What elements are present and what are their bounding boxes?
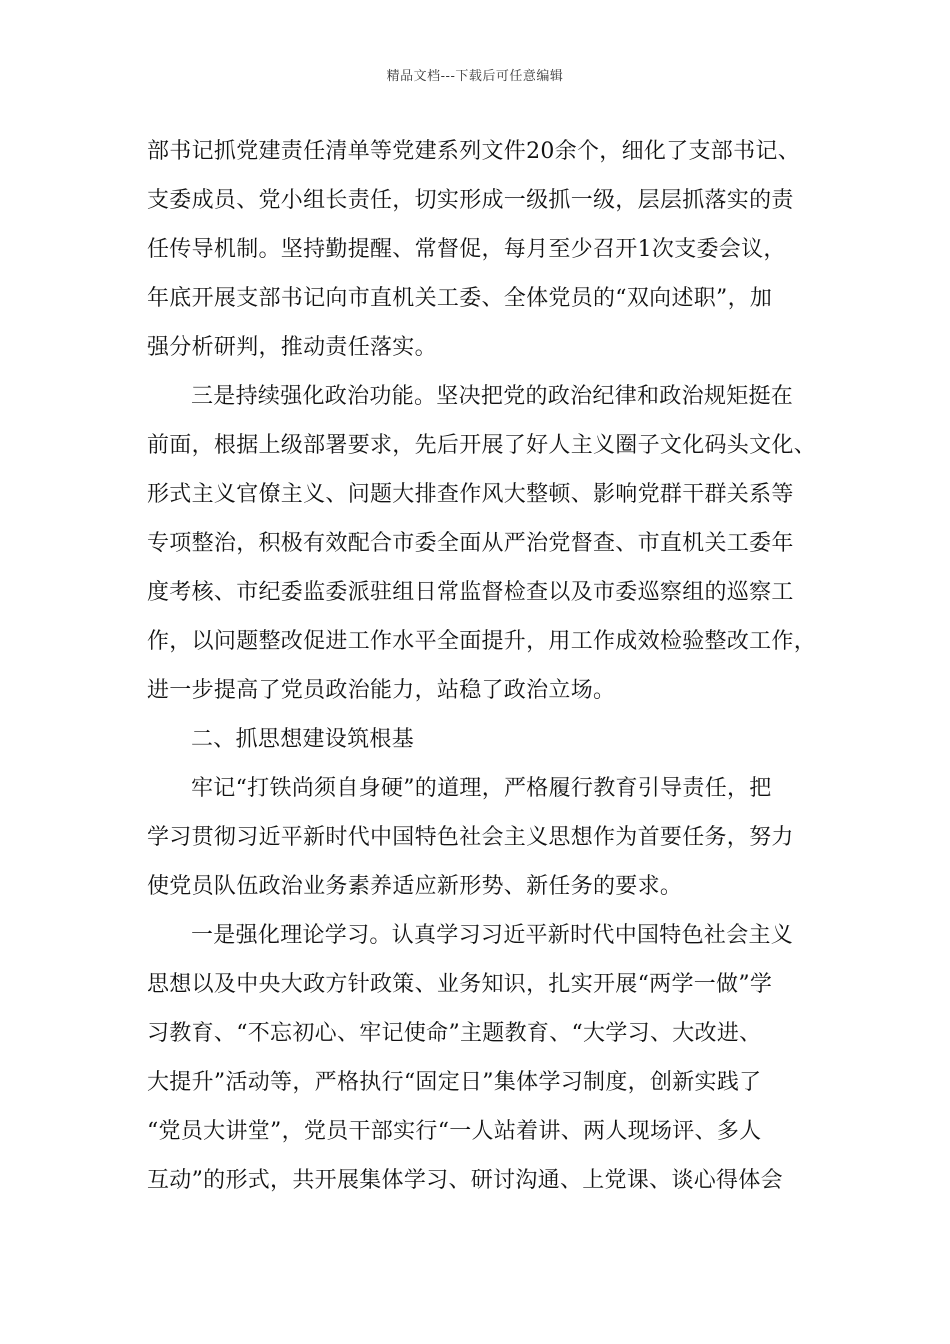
text-line: 度考核、市纪委监委派驻组日常监督检查以及市委巡察组的巡察工 — [147, 580, 794, 605]
text-line: 进一步提高了党员政治能力，站稳了政治立场。 — [147, 678, 616, 703]
page-header: 精品文档---下载后可任意编辑 — [386, 69, 564, 84]
text-line: 形式主义官僚主义、问题大排查作风大整顿、影响党群干群关系等 — [147, 482, 794, 507]
text-line: 习教育、“不忘初心、牢记使命”主题教育、“大学习、大改进、 — [147, 1021, 762, 1046]
text-line: 互动”的形式，共开展集体学习、研讨沟通、上党课、谈心得体会 — [147, 1168, 783, 1193]
text-line: 部书记抓党建责任清单等党建系列文件20余个，细化了支部书记、 — [147, 139, 800, 164]
text-line: “党员大讲堂”，党员干部实行“一人站着讲、两人现场评、多人 — [147, 1119, 762, 1144]
text-line: 思想以及中央大政方针政策、业务知识，扎实开展“两学一做”学 — [147, 972, 773, 997]
text-line: 强分析研判，推动责任落实。 — [147, 335, 437, 360]
text-line: 任传导机制。坚持勤提醒、常督促，每月至少召开1次支委会议， — [147, 237, 786, 262]
text-line: 使党员队伍政治业务素养适应新形势、新任务的要求。 — [147, 874, 683, 899]
text-line: 年底开展支部书记向市直机关工委、全体党员的“双向述职”，加 — [147, 286, 773, 311]
paragraph-start-line: 三是持续强化政治功能。坚决把党的政治纪律和政治规矩挺在 — [191, 384, 794, 409]
text-line: 作，以问题整改促进工作水平全面提升，用工作成效检验整改工作， — [147, 629, 817, 654]
paragraph-start-line: 牢记“打铁尚须自身硬”的道理，严格履行教育引导责任，把 — [191, 776, 772, 801]
text-line: 大提升”活动等，严格执行“固定日”集体学习制度，创新实践了 — [147, 1070, 762, 1095]
document-body — [147, 127, 817, 1205]
text-line: 学习贯彻习近平新时代中国特色社会主义思想作为首要任务，努力 — [147, 825, 794, 850]
text-line: 专项整治，积极有效配合市委全面从严治党督查、市直机关工委年 — [147, 531, 794, 556]
text-line: 前面，根据上级部署要求，先后开展了好人主义圈子文化码头文化、 — [147, 433, 817, 458]
text-line: 支委成员、党小组长责任，切实形成一级抓一级，层层抓落实的责 — [147, 188, 794, 213]
paragraph-start-line: 一是强化理论学习。认真学习习近平新时代中国特色社会主义 — [191, 923, 794, 948]
section-heading: 二、抓思想建设筑根基 — [191, 727, 415, 752]
